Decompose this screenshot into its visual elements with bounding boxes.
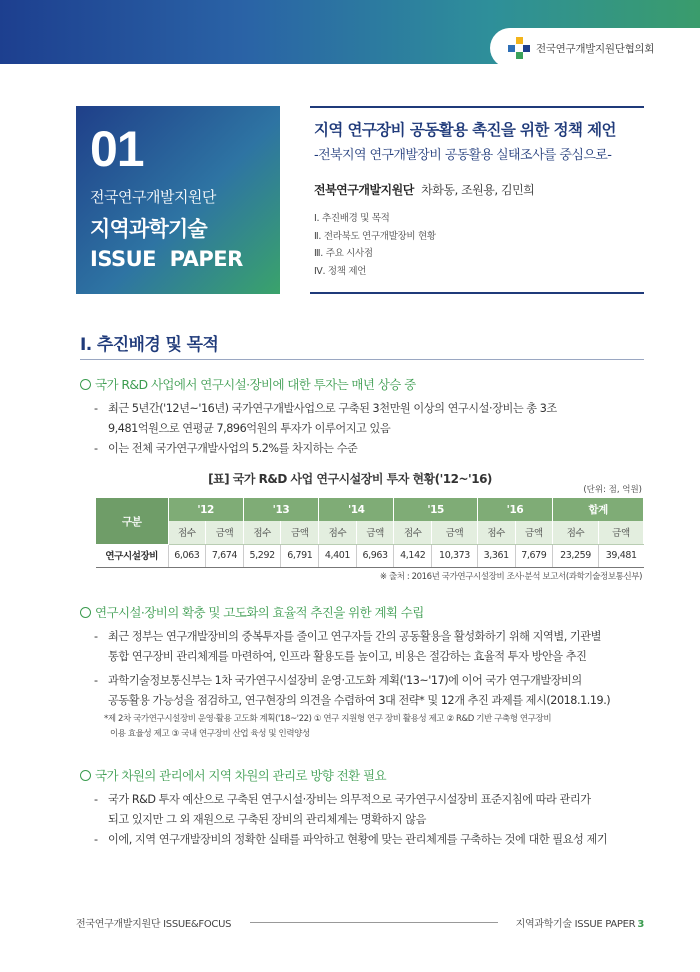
org-logo-icon (508, 37, 530, 59)
paragraph: - 이에, 지역 연구개발장비의 정확한 실태를 파악하고 현황에 맞는 관리체계를 구축하는 것에 대한 필요성 제기 (94, 833, 608, 846)
sub-header-amount: 금액 (281, 521, 319, 544)
table-cell: 4,142 (394, 544, 432, 567)
year-header: '14 (319, 498, 394, 521)
footnote: *제 2차 국가연구시설장비 운영·활용 고도화 계획('18~'22) ① 연구 지원형 연구 장비 활용성 제고 ② R&D 기반 구축형 연구장비 이용 효율성 제고 ③ 국내 연구장비 산업 육성 및 인력양성 (104, 714, 552, 739)
toc-item: Ⅲ. 주요 시사점 (314, 248, 373, 259)
article-title-block (310, 106, 644, 294)
paragraph: - 최근 정부는 연구개발장비의 중복투자를 줄이고 연구자들 간의 공동활용을 활성화하기 위해 지역별, 기관별 통합 연구장비 관리체계를 마련하여, 인프라 활용도를 높이고, 비용은 절감하는 효율적 투자 방안을 추진 (94, 630, 601, 663)
circle-bullet-icon (80, 607, 91, 618)
total-header: 합계 (553, 498, 644, 521)
paragraph: - 과학기술정보통신부는 1차 국가연구시설장비 운영·고도화 계획('13~'17)에 이어 국가 연구개발장비의 공동활용 가능성을 점검하고, 연구현장의 의견을 수렴하여 3대 전략* 및 12개 추진 과제를 제시(2018.1.19.) (94, 674, 611, 707)
sub-header-count: 점수 (553, 521, 599, 544)
table-cell: 6,063 (168, 544, 206, 567)
footer-divider (250, 922, 498, 923)
table-cell: 5,292 (243, 544, 281, 567)
issue-paper-box (76, 106, 280, 294)
circle-bullet-icon (80, 770, 91, 781)
sub-header-amount: 금액 (356, 521, 394, 544)
table-row (96, 544, 644, 567)
sub-header-amount: 금액 (515, 521, 553, 544)
header-org-badge (490, 28, 700, 68)
article-subtitle: -전북지역 연구개발장비 공동활용 실태조사를 중심으로- (314, 148, 612, 163)
sub-header-count: 점수 (394, 521, 432, 544)
sub-header-count: 점수 (477, 521, 515, 544)
bullet-heading: 연구시설·장비의 확충 및 고도화의 효율적 추진을 위한 계획 수립 (80, 603, 424, 621)
article-title: 지역 연구장비 공동활용 촉진을 위한 정책 제언 (314, 121, 616, 139)
year-header: '16 (477, 498, 552, 521)
author-names: 차화동, 조원용, 김민희 (421, 183, 535, 197)
table-title: [표] 국가 R&D 사업 연구시설장비 투자 현황('12~'16) (208, 472, 492, 486)
circle-bullet-icon (80, 379, 91, 390)
paragraph: - 최근 5년간('12년~'16년) 국가연구개발사업으로 구축된 3천만원 이상의 연구시설·장비는 총 3조 9,481억원으로 연평균 7,896억원의 투자가 이루어지고 있음 (94, 402, 557, 435)
year-header: '15 (394, 498, 477, 521)
table-cell: 7,679 (515, 544, 553, 567)
year-header: '13 (243, 498, 318, 521)
sub-header-count: 점수 (243, 521, 281, 544)
table-source: ※ 출처 : 2016년 국가연구시설장비 조사·분석 보고서(과학기술정보통신부) (379, 572, 642, 582)
issue-series-title: 지역과학기술 (90, 217, 207, 241)
page-number: 3 (637, 919, 644, 930)
bullet-heading: 국가 차원의 관리에서 지역 차원의 관리로 방향 전환 필요 (80, 766, 386, 784)
toc-item: Ⅱ. 전라북도 연구개발장비 현황 (314, 230, 436, 242)
toc-item: Ⅳ. 정책 제언 (314, 265, 367, 277)
footer-right: 지역과학기술 ISSUE PAPER 3 (515, 919, 644, 930)
sub-header-count: 점수 (168, 521, 206, 544)
table-cell: 10,373 (432, 544, 478, 567)
investment-table (96, 498, 644, 568)
toc-item: Ⅰ. 추진배경 및 목적 (314, 213, 390, 224)
issue-number: 01 (90, 121, 144, 177)
table-cell: 4,401 (319, 544, 357, 567)
sub-header-amount: 금액 (432, 521, 478, 544)
table-unit: (단위: 점, 억원) (583, 485, 642, 495)
header-org-name: 전국연구개발지원단협의회 (536, 42, 655, 55)
author-line (314, 181, 644, 198)
table-cell: 6,963 (356, 544, 394, 567)
issue-org: 전국연구개발지원단 (90, 188, 216, 206)
table-cell: 3,361 (477, 544, 515, 567)
table-cell: 23,259 (553, 544, 599, 567)
table-corner-header: 구분 (96, 498, 168, 544)
author-org: 전북연구개발지원단 (314, 183, 414, 197)
sub-header-amount: 금액 (206, 521, 244, 544)
sub-header-count: 점수 (319, 521, 357, 544)
section-heading: Ⅰ. 추진배경 및 목적 (80, 335, 219, 355)
section-divider (80, 359, 644, 360)
table-cell: 7,674 (206, 544, 244, 567)
sub-header-amount: 금액 (598, 521, 643, 544)
bullet-heading: 국가 R&D 사업에서 연구시설·장비에 대한 투자는 매년 상승 중 (80, 375, 416, 393)
paragraph: - 국가 R&D 투자 예산으로 구축된 연구시설·장비는 의무적으로 국가연구시설장비 표준지침에 따라 관리가 되고 있지만 그 외 재원으로 구축된 장비의 관리체계는 명확하지 않음 (94, 793, 591, 826)
issue-paper-label: ISSUE PAPER (90, 247, 243, 271)
paragraph: - 이는 전체 국가연구개발사업의 5.2%를 차지하는 수준 (94, 442, 358, 455)
table-cell: 39,481 (598, 544, 643, 567)
row-label: 연구시설장비 (96, 544, 168, 567)
year-header: '12 (168, 498, 243, 521)
footer-left: 전국연구개발지원단 ISSUE&FOCUS (76, 919, 232, 930)
table-of-contents (314, 210, 644, 280)
table-cell: 6,791 (281, 544, 319, 567)
